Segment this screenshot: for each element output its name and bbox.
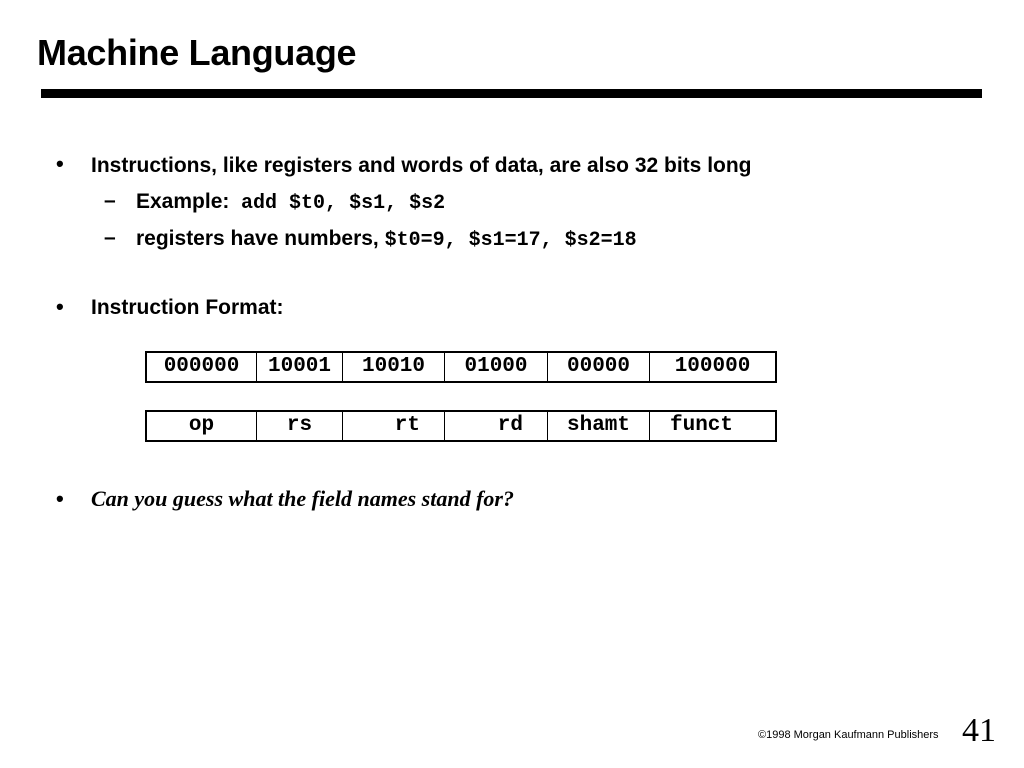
bits-rs: 10001 xyxy=(257,353,343,381)
field-op: op xyxy=(147,412,257,440)
field-names-row xyxy=(145,410,777,442)
subitem-marker-1: – xyxy=(104,189,116,212)
bits-shamt: 00000 xyxy=(548,353,650,381)
binary-fields-row xyxy=(145,351,777,383)
field-rd: rd xyxy=(445,412,548,440)
bullet-marker-1: • xyxy=(56,151,64,176)
bits-op: 000000 xyxy=(147,353,257,381)
subitem-code-2: $t0=9, $s1=17, $s2=18 xyxy=(384,229,637,252)
bits-rt: 10010 xyxy=(343,353,445,381)
bullet-text-3: Can you guess what the field names stand for? xyxy=(91,486,514,511)
subitem-marker-2: – xyxy=(104,226,116,249)
subitem-code-1: add $t0, $s1, $s2 xyxy=(241,192,446,215)
bullet-marker-2: • xyxy=(56,294,64,319)
field-rt: rt xyxy=(343,412,445,440)
bullet-marker-3: • xyxy=(56,486,64,511)
subitem-1 xyxy=(136,188,445,218)
field-shamt: shamt xyxy=(548,412,650,440)
bits-rd: 01000 xyxy=(445,353,548,381)
copyright-footer: ©1998 Morgan Kaufmann Publishers xyxy=(758,729,939,741)
bullet-text-2: Instruction Format: xyxy=(91,296,284,319)
subitem-label-2: registers have numbers, xyxy=(136,227,379,250)
bullet-text-1: Instructions, like registers and words of data, are also 32 bits long xyxy=(91,154,752,177)
page-number: 41 xyxy=(962,712,996,749)
slide-title: Machine Language xyxy=(37,32,357,73)
field-rs: rs xyxy=(257,412,343,440)
subitem-label-1: Example: xyxy=(136,190,230,213)
subitem-2 xyxy=(136,225,637,255)
bits-funct: 100000 xyxy=(674,355,751,378)
title-divider xyxy=(41,89,982,98)
field-funct: funct xyxy=(670,414,734,437)
